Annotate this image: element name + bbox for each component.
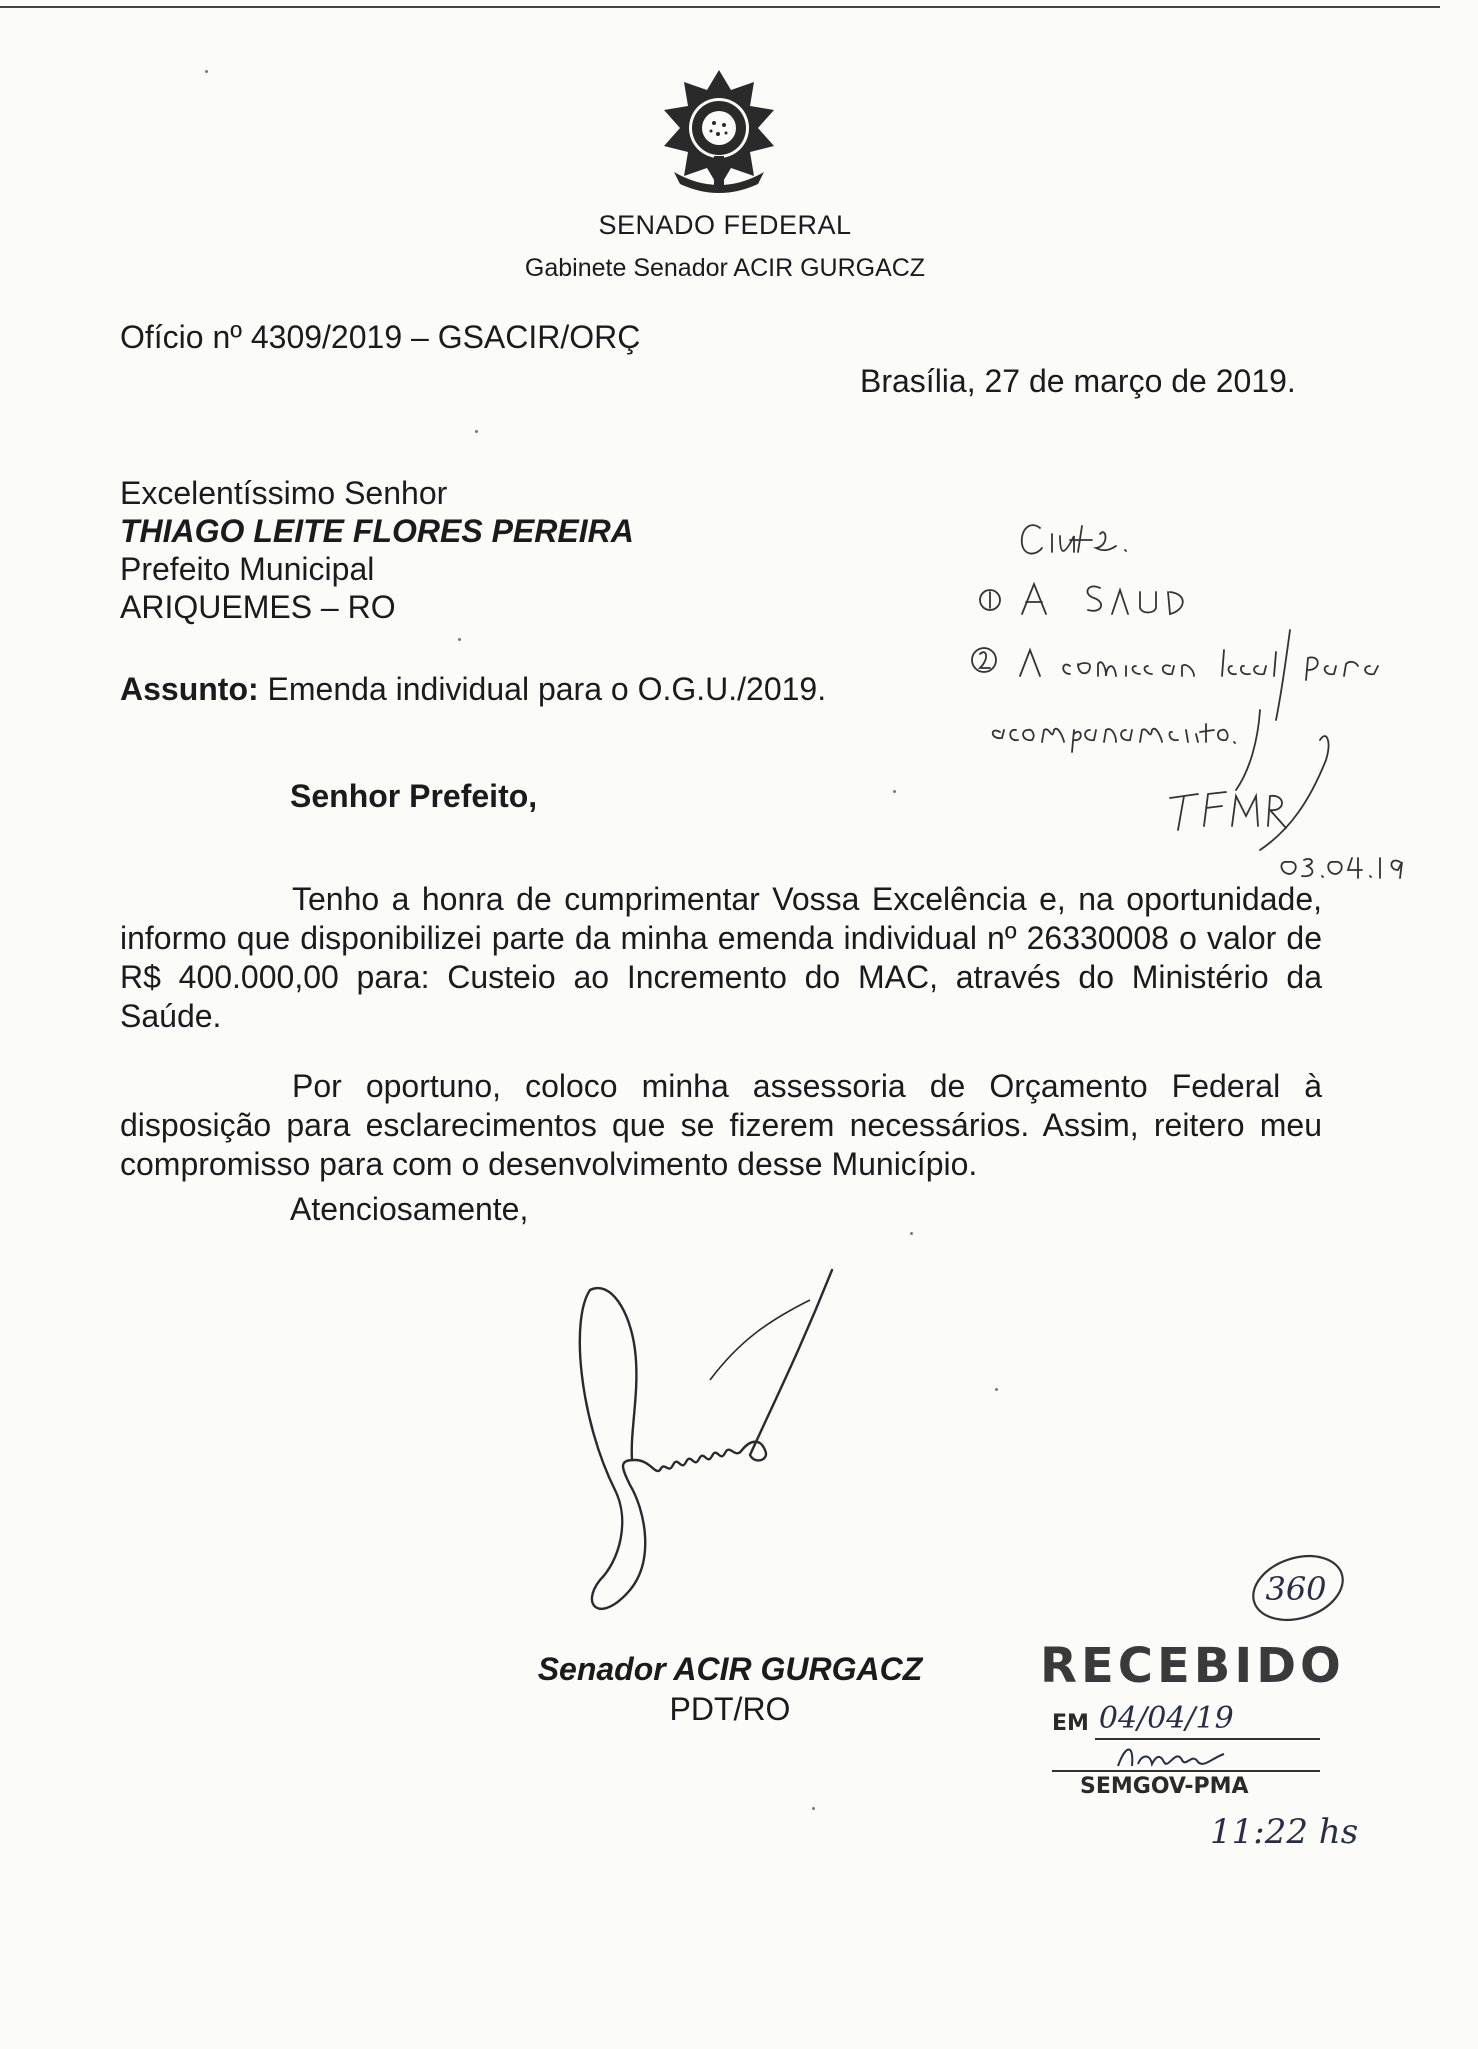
scan-speck — [995, 1388, 998, 1391]
scan-speck — [812, 1807, 815, 1810]
recipient-location: ARIQUEMES – RO — [120, 589, 396, 625]
scan-speck — [458, 638, 461, 641]
scan-top-border — [0, 6, 1440, 8]
signer-party: PDT/RO — [669, 1691, 791, 1727]
stamp-date-line — [1095, 1700, 1320, 1740]
stamp-signature-line — [1052, 1740, 1320, 1772]
stamp-date-row — [1040, 1696, 1320, 1740]
stamp-department: SEMGOV-PMA — [1080, 1774, 1249, 1799]
scan-speck — [205, 70, 208, 73]
body-paragraph-2: Por oportuno, coloco minha assessoria de Orçamento Federal à disposição para esclarecimentos que se fizerem necessários. Assim, reitero meu compromisso para com o desenvolvimento desse Município. — [120, 1068, 1322, 1182]
subject-text: Emenda individual para o O.G.U./2019. — [258, 671, 827, 707]
recipient-name: THIAGO LEITE FLORES PEREIRA — [120, 513, 634, 549]
institution-name: SENADO FEDERAL — [598, 210, 852, 240]
receipt-stamp — [1040, 1638, 1345, 1799]
recipient-salutation: Excelentíssimo Senhor — [120, 475, 448, 511]
handwritten-signature-icon — [560, 1260, 860, 1640]
stamp-received-time: 11:22 hs — [1210, 1812, 1359, 1852]
brazil-coat-of-arms-icon — [654, 68, 784, 196]
subject-label: Assunto: — [120, 671, 259, 707]
stamp-recebido-label: RECEBIDO — [1040, 1638, 1345, 1694]
subject-line — [120, 670, 826, 708]
scan-speck — [893, 790, 896, 793]
recipient-title: Prefeito Municipal — [120, 551, 375, 587]
stamp-em-label: EM — [1052, 1711, 1089, 1736]
closing: Atenciosamente, — [290, 1191, 529, 1227]
body-paragraph-1: Tenho a honra de cumprimentar Vossa Excelência e, na oportunidade, informo que disponibilizei parte da minha emenda individual nº 26330008 o valor de R$ 400.000,00 para: Custeio ao Incremento do MAC, através do Ministério da Saúde. — [120, 881, 1322, 1034]
stamp-initials-signature — [1112, 1740, 1232, 1774]
scan-speck — [475, 430, 478, 433]
page-number-stamp — [1240, 1548, 1350, 1628]
handwritten-annotation — [960, 490, 1440, 880]
greeting: Senhor Prefeito, — [290, 778, 538, 814]
scan-speck — [910, 1232, 913, 1235]
page-number: 360 — [1265, 1570, 1327, 1608]
signer-name: Senador ACIR GURGACZ — [537, 1651, 923, 1687]
office-name: Gabinete Senador ACIR GURGACZ — [524, 254, 926, 282]
stamp-received-date: 04/04/19 — [1098, 1701, 1234, 1736]
document-reference: Ofício nº 4309/2019 – GSACIR/ORÇ — [120, 319, 641, 355]
date-line: Brasília, 27 de março de 2019. — [860, 363, 1296, 399]
